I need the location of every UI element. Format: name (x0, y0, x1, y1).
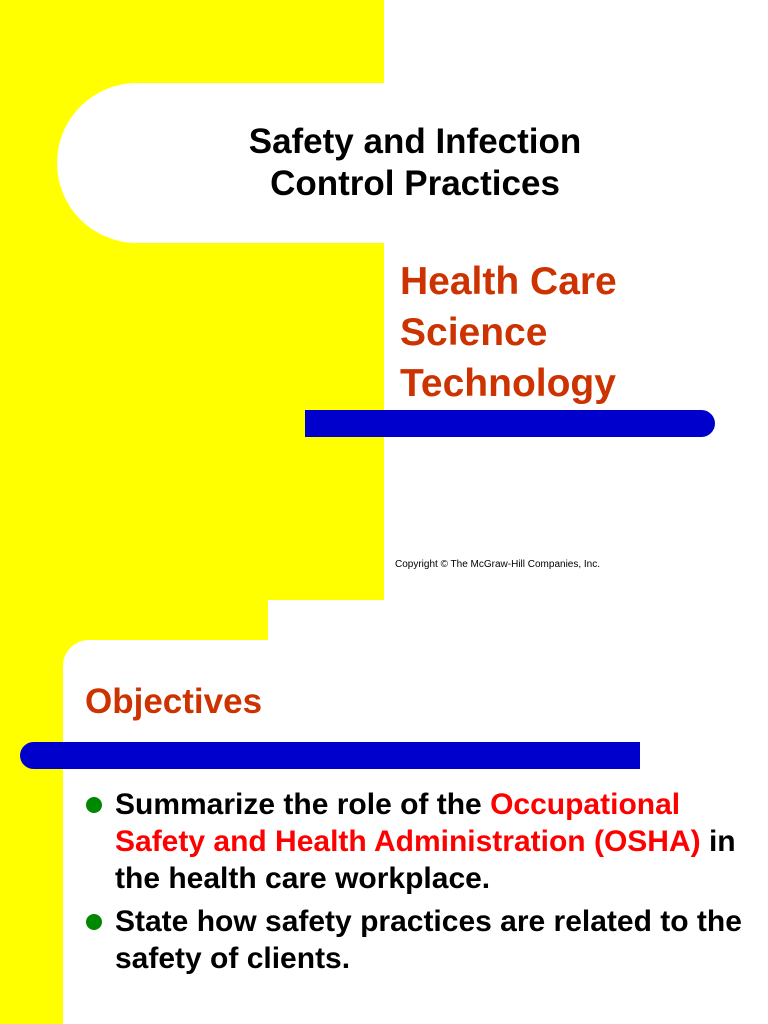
blue-accent-bar (20, 742, 640, 769)
subtitle-line-1: Health Care (400, 260, 617, 303)
slide-subtitle (400, 256, 760, 409)
list-item (86, 903, 756, 977)
slide-title (150, 121, 680, 205)
objectives-slide (0, 600, 768, 1024)
bullet-dot-icon (86, 797, 102, 813)
slide-title-line-1: Safety and Infection (248, 122, 582, 161)
bullet-text-emphasis: Occupational Safety and Health Administration (OSHA) (115, 788, 701, 858)
bullet-text-pre: Summarize the role of the (115, 788, 491, 821)
slide-title-line-2: Control Practices (270, 164, 560, 203)
blue-accent-bar (305, 410, 715, 437)
copyright-notice: Copyright © The McGraw-Hill Companies, Inc. (395, 559, 601, 570)
subtitle-line-2: Science (400, 311, 548, 354)
objectives-list (86, 786, 756, 983)
bullet-dot-icon (86, 914, 102, 930)
bullet-text-post: in the health care workplace. (115, 825, 736, 895)
subtitle-line-3: Technology (400, 362, 616, 405)
list-item (86, 786, 756, 897)
objectives-heading: Objectives (85, 682, 263, 721)
bullet-text: State how safety practices are related to the safety of clients. (115, 905, 742, 975)
